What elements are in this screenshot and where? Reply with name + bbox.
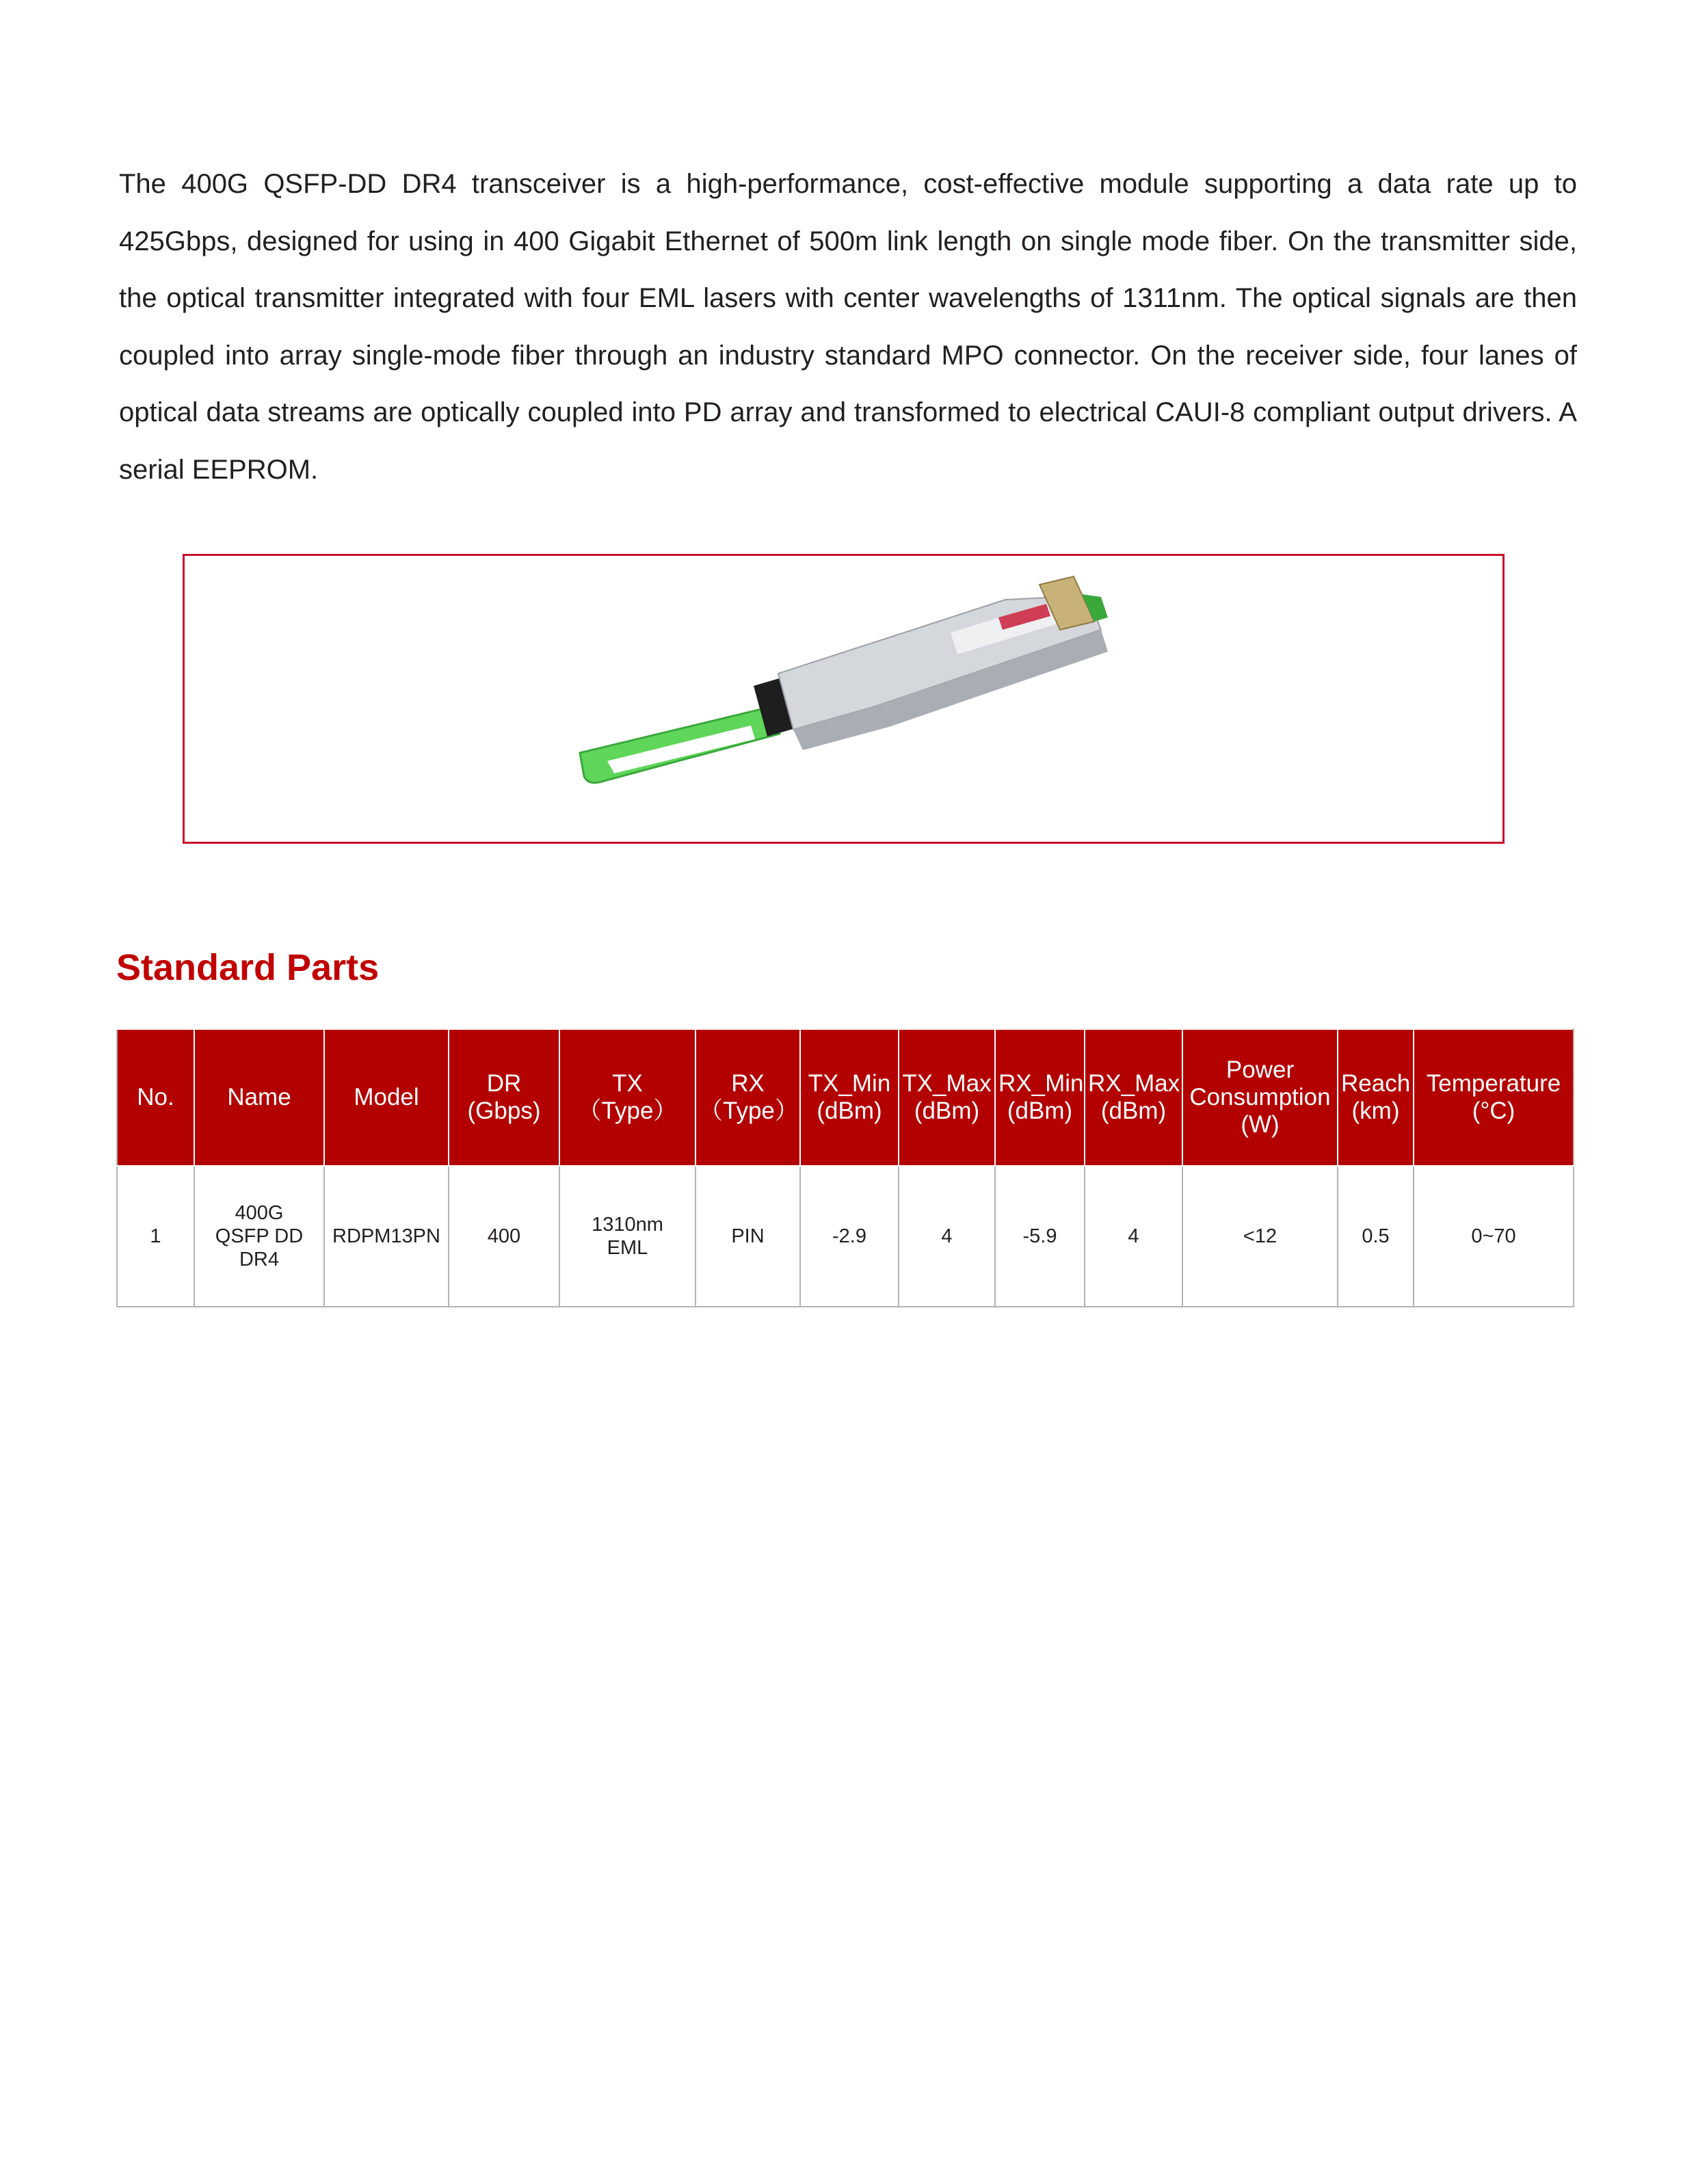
col-header-tx-max: TX_Max (dBm) [899,1029,995,1166]
col-header-model: Model [324,1029,449,1166]
col-header-name: Name [194,1029,324,1166]
cell-reach: 0.5 [1338,1166,1414,1307]
table-row [117,1166,1574,1307]
cell-tx-max: 4 [899,1166,995,1307]
cell-rx-min: -5.9 [995,1166,1085,1307]
col-header-tx-type: TX （Type） [559,1029,695,1166]
col-header-temperature: Temperature (°C) [1414,1029,1574,1166]
cell-name: 400G QSFP DD DR4 [194,1166,324,1307]
col-header-tx-min: TX_Min (dBm) [800,1029,899,1166]
col-header-reach: Reach (km) [1338,1029,1414,1166]
transceiver-module-image [185,556,1502,842]
col-header-power: Power Consumption (W) [1182,1029,1338,1166]
standard-parts-table [116,1028,1574,1307]
col-header-dr: DR (Gbps) [449,1029,559,1166]
table-header-row [117,1029,1574,1166]
col-header-rx-min: RX_Min (dBm) [995,1029,1085,1166]
section-title-standard-parts: Standard Parts [116,947,380,988]
cell-power: <12 [1182,1166,1338,1307]
col-header-rx-type: RX （Type） [695,1029,800,1166]
col-header-rx-max: RX_Max (dBm) [1085,1029,1182,1166]
col-header-no: No. [117,1029,194,1166]
cell-no: 1 [117,1166,194,1307]
cell-dr: 400 [449,1166,559,1307]
cell-rx-max: 4 [1085,1166,1182,1307]
cell-tx-type: 1310nm EML [559,1166,695,1307]
cell-rx-type: PIN [695,1166,800,1307]
cell-model: RDPM13PN [324,1166,449,1307]
cell-temperature: 0~70 [1414,1166,1574,1307]
cell-tx-min: -2.9 [800,1166,899,1307]
product-image-frame [183,554,1505,844]
intro-paragraph: The 400G QSFP-DD DR4 transceiver is a high-performance, cost-effective module supporting a data rate up to 425Gbps, designed for using in 400 Gigabit Ethernet of 500m link length on single mode fiber. On the transmitter side, the optical transmitter integrated with four EML lasers with center wavelengths of 1311nm. The optical signals are then coupled into array single-mode fiber through an industry standard MPO connector. On the receiver side, four lanes of optical data streams are optically coupled into PD array and transformed to electrical CAUI-8 compliant output drivers. A serial EEPROM. [119,169,1577,485]
